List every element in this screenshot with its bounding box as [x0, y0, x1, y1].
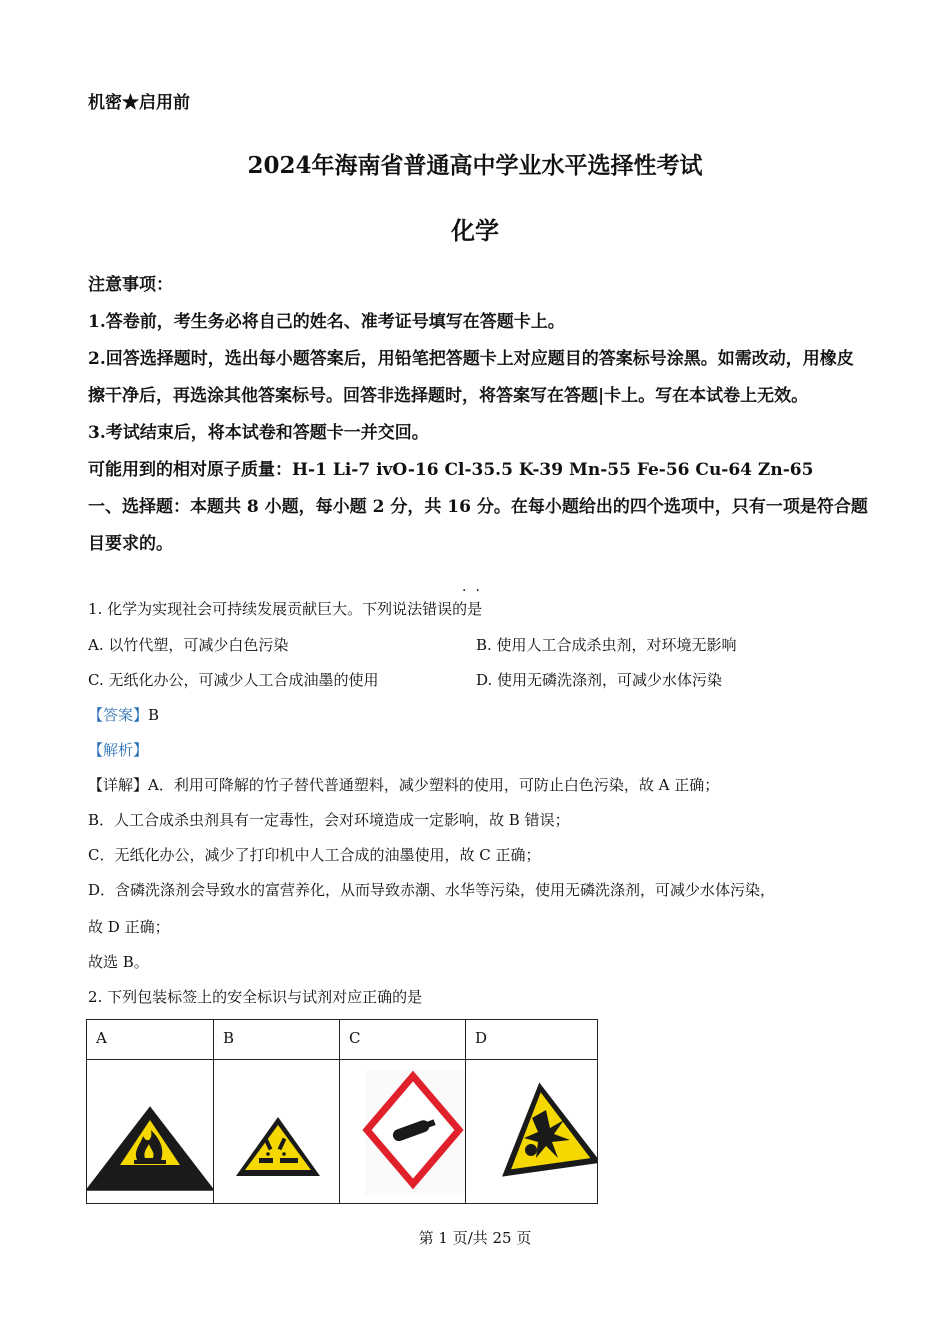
confidential-label: 机密★启用前	[88, 93, 190, 113]
detail-d-line1: D．含磷洗涤剂会导致水的富营养化，从而导致赤潮、水华等污染，使用无磷洗涤剂，可减少水体污染，	[88, 881, 776, 899]
hazard-table	[86, 1019, 598, 1204]
table-header-cell	[214, 1020, 340, 1060]
subject-title: 化学	[451, 216, 499, 245]
note-item-3: 3.考试结束后，将本试卷和答题卡一并交回。	[88, 423, 429, 443]
conclusion: 故选 B。	[88, 953, 149, 971]
col-label-a: A	[96, 1029, 107, 1047]
analysis-tag: 【解析】	[88, 741, 149, 759]
detail-b: B．人工合成杀虫剂具有一定毒性，会对环境造成一定影响，故 B 错误；	[88, 811, 570, 829]
corrosive-warning-icon	[214, 1060, 339, 1199]
q1-option-a: A. 以竹代塑，可减少白色污染	[88, 636, 289, 654]
q1-option-c: C. 无纸化办公，可减少人工合成油墨的使用	[88, 671, 379, 689]
col-label-c: C	[349, 1029, 361, 1047]
note-item-1: 1.答卷前，考生务必将自己的姓名、准考证号填写在答题卡上。	[88, 312, 565, 332]
notes-block	[88, 267, 868, 563]
exam-title: 2024年海南省普通高中学业水平选择性考试	[247, 152, 703, 179]
question-1-stem: 1. 化学为实现社会可持续发展贡献巨大。下列说法错误的是	[88, 600, 483, 618]
detail-d-line2: 故 D 正确；	[88, 918, 170, 936]
table-image-row	[87, 1060, 598, 1204]
compressed-gas-icon	[340, 1060, 465, 1199]
table-header-row	[87, 1020, 598, 1060]
detail-a-text: A．利用可降解的竹子替代普通塑料，减少塑料的使用，可防止白色污染，故 A 正确；	[148, 776, 720, 794]
answer-value: B	[148, 706, 160, 724]
table-image-cell	[87, 1060, 214, 1204]
table-header-cell	[340, 1020, 466, 1060]
detail-c: C．无纸化办公，减少了打印机中人工合成的油墨使用，故 C 正确；	[88, 846, 541, 864]
q1-option-d: D. 使用无磷洗涤剂，可减少水体污染	[476, 671, 723, 689]
table-header-cell	[87, 1020, 214, 1060]
question-2-stem: 2. 下列包装标签上的安全标识与试剂对应正确的是	[88, 988, 423, 1006]
explosive-warning-icon	[466, 1060, 597, 1199]
col-label-b: B	[223, 1029, 235, 1047]
note-item-2: 2.回答选择题时，选出每小题答案后，用铅笔把答题卡上对应题目的答案标号涂黑。如需改动，用橡皮擦干净后，再选涂其他答案标号。回答非选择题时，将答案写在答题|卡上。写在本试卷上无效。	[88, 349, 854, 406]
detail-a	[88, 774, 719, 795]
answer-line	[88, 704, 159, 725]
page-number: 第 1 页/共 25 页	[418, 1229, 532, 1247]
answer-tag: 【答案】	[88, 706, 149, 724]
emphasis-dots: ··	[462, 583, 489, 599]
q1-option-b: B. 使用人工合成杀虫剂，对环境无影响	[476, 636, 737, 654]
notes-heading: 注意事项：	[88, 275, 173, 295]
col-label-d: D	[475, 1029, 488, 1047]
section-heading: 一、选择题：本题共 8 小题，每小题 2 分，共 16 分。在每小题给出的四个选项中，只有一项是符合题目要求的。	[88, 497, 868, 554]
flammable-warning-icon	[87, 1060, 213, 1199]
table-image-cell	[214, 1060, 340, 1204]
table-image-cell	[466, 1060, 598, 1204]
atomic-masses: 可能用到的相对原子质量：H-1 Li-7 ivO-16 Cl-35.5 K-39 Mn-55 Fe-56 Cu-64 Zn-65	[88, 460, 814, 480]
table-image-cell	[340, 1060, 466, 1204]
detail-tag: 【详解】	[88, 776, 149, 794]
table-header-cell	[466, 1020, 598, 1060]
